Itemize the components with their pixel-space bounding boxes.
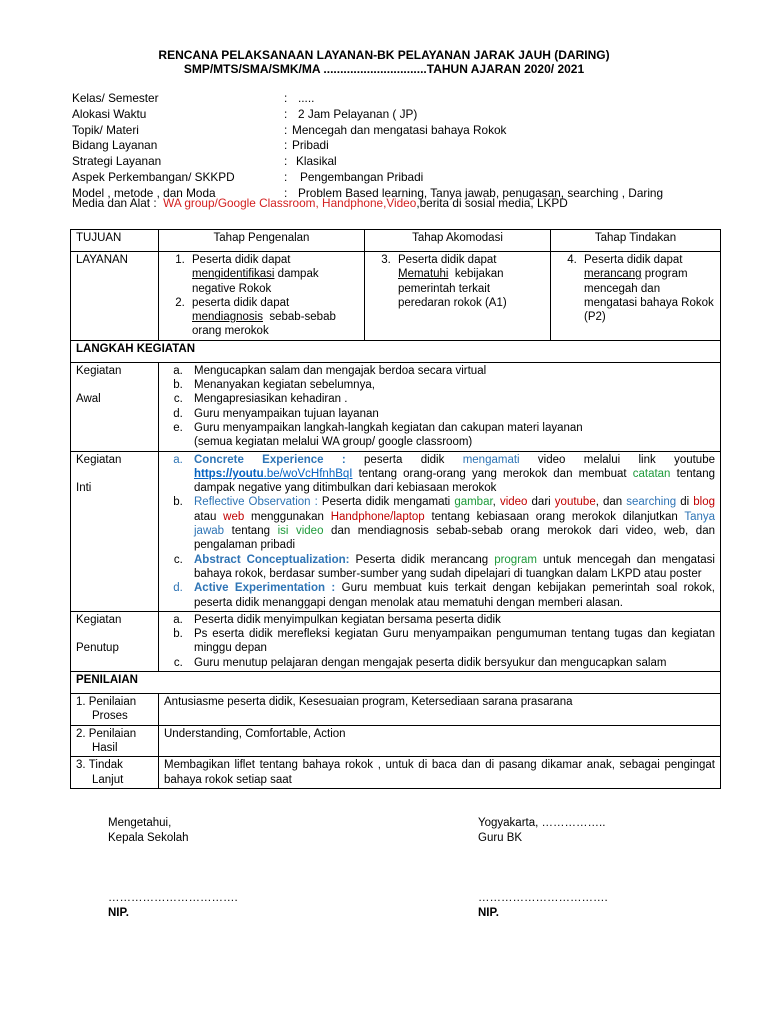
stage-header-tindakan: Tahap Tindakan xyxy=(551,230,721,252)
list-item: c. Guru menutup pelajaran dengan mengajak peserta didik bersyukur dan mengucapkan salam xyxy=(186,656,715,670)
eval-text: Understanding, Comfortable, Action xyxy=(159,725,721,757)
sig-role: Kepala Sekolah xyxy=(108,831,189,844)
awal-list xyxy=(164,364,715,450)
list-item: a. Peserta didik menyimpulkan kegiatan bersama peserta didik xyxy=(186,613,715,627)
info-value: 2 Jam Pelayanan ( JP) xyxy=(298,106,418,121)
list-item: 1. Peserta didik dapat mengidentifikasi dampak negative Rokok xyxy=(188,253,359,296)
akomodasi-list xyxy=(370,253,545,310)
list-item: c. Abstract Conceptualization: Peserta didik merancang program untuk mencegah dan mengatasi bahaya rokok, berdasar sumber-sumber yang sudah dipelajari di tuangkan dalam LKPD atau poster xyxy=(186,553,715,582)
stage-header-pengenalan: Tahap Pengenalan xyxy=(159,230,365,252)
info-row-aspek xyxy=(72,170,722,186)
kegiatan-penutup-cell xyxy=(159,611,721,671)
sig-place-date: Yogyakarta, …………….. xyxy=(478,817,606,829)
list-item: 2. peserta didik dapat mendiagnosis sebab-sebab orang merokok xyxy=(188,296,359,339)
info-row-alokasi xyxy=(72,107,722,123)
akomodasi-cell xyxy=(365,252,551,341)
info-block xyxy=(72,91,722,202)
plan-table xyxy=(70,229,721,789)
tindakan-cell xyxy=(551,252,721,341)
langkah-kegiatan-header: LANGKAH KEGIATAN xyxy=(71,340,721,362)
media-highlight: WA group/Google Classroom, Handphone,Video xyxy=(163,196,417,210)
info-row-bidang xyxy=(72,138,722,154)
youtube-link[interactable]: https://youtu.be/woVcHfnhBqI xyxy=(194,467,353,480)
info-row-media xyxy=(72,196,568,210)
info-colon: : xyxy=(284,154,288,169)
signature-left xyxy=(108,816,189,845)
info-colon: : xyxy=(284,106,288,121)
list-item: e. Guru menyampaikan langkah-langkah kegiatan dan cakupan materi layanan (semua kegiatan melalui WA group/ google classroom) xyxy=(186,421,715,450)
info-value: Pengembangan Pribadi xyxy=(300,169,424,184)
info-value: ..... xyxy=(298,91,315,105)
document-title-line-1: RENCANA PELAKSANAAN LAYANAN-BK PELAYANAN JARAK JAUH (DARING) xyxy=(158,48,610,62)
sig-role: Guru BK xyxy=(478,831,523,844)
list-item: a. Concrete Experience : peserta didik mengamati video melalui link youtube https://youtu.be/woVcHfnhBqI tentang orang-orang yang merokok dan membuat catatan tentang dampak negative yang ditimbulkan dari kebiasaan merokok xyxy=(186,453,715,496)
info-value: Pribadi xyxy=(292,138,329,153)
sig-dots: ……………………………. xyxy=(478,892,608,904)
eval-label: 1. Penilaian Proses xyxy=(71,694,159,726)
inti-list xyxy=(164,453,715,610)
eval-label: 2. Penilaian Hasil xyxy=(71,725,159,757)
list-item: 3. Peserta didik dapat Mematuhi kebijakan pemerintah terkait peredaran rokok (A1) xyxy=(394,253,545,310)
list-item: d. Guru menyampaikan tujuan layanan xyxy=(186,407,715,421)
info-colon: : xyxy=(284,169,288,184)
sig-nip: NIP. xyxy=(108,906,129,919)
list-item: b. Reflective Observation : Peserta didik mengamati gambar, video dari youtube, dan searching di blog atau web menggunakan Handphone/laptop tentang kebiasaan orang merokok dilanjutkan Tanya jawab tentang isi video dan mendiagnosis sebab-sebab orang merokok dari video, web, dan pengalaman pribadi xyxy=(186,495,715,552)
info-label: Kelas/ Semester xyxy=(72,91,159,105)
pengenalan-cell xyxy=(159,252,365,341)
info-row-strategi xyxy=(72,154,722,170)
eval-text: Antusiasme peserta didik, Kesesuaian program, Ketersediaan sarana prasarana xyxy=(159,694,721,726)
info-value: Mencegah dan mengatasi bahaya Rokok xyxy=(292,122,507,137)
info-label: Media dan Alat : xyxy=(72,196,157,210)
eval-text: Membagikan liflet tentang bahaya rokok , untuk di baca dan di pasang dikamar anak, sebagai pengingat bahaya rokok setiap saat xyxy=(159,757,721,789)
tindakan-list xyxy=(556,253,715,324)
sig-nip: NIP. xyxy=(478,906,499,919)
sig-caption: Mengetahui, xyxy=(108,817,172,829)
list-item: d. Active Experimentation : Guru membuat kuis terkait dengan kebijakan pemerintah soal rokok, peserta didik menanggapi dengan menolak atau mematuhi dengan memberi alasan. xyxy=(186,581,715,610)
kegiatan-penutup-label: Kegiatan Penutup xyxy=(71,611,159,671)
info-colon: : xyxy=(284,138,288,153)
info-label: Topik/ Materi xyxy=(72,122,139,137)
kegiatan-awal-cell xyxy=(159,362,721,451)
list-item: a. Mengucapkan salam dan mengajak berdoa secara virtual xyxy=(186,364,715,378)
info-label: Bidang Layanan xyxy=(72,138,158,153)
layanan-label: LAYANAN xyxy=(71,252,159,341)
media-rest: ,berita di sosial media, LKPD xyxy=(416,196,568,210)
info-row-kelas xyxy=(72,91,722,107)
list-item: b. Menanyakan kegiatan sebelumnya, xyxy=(186,378,715,392)
signature-right xyxy=(478,816,605,845)
list-item: b. Ps eserta didik merefleksi kegiatan Guru menyampaikan pengumuman tentang tugas dan kegiatan minggu depan xyxy=(186,627,715,656)
info-value: Problem Based learning, Tanya jawab, penugasan, searching , Daring xyxy=(298,185,664,200)
penutup-list xyxy=(164,613,715,670)
pengenalan-list xyxy=(164,253,359,339)
list-item: 4. Peserta didik dapat merancang program mencegah dan mengatasi bahaya Rokok (P2) xyxy=(580,253,715,324)
document-title-line-2: SMP/MTS/SMA/SMK/MA ...............................TAHUN AJARAN 2020/ 2021 xyxy=(183,62,585,76)
stage-header-akomodasi: Tahap Akomodasi xyxy=(365,230,551,252)
info-label: Aspek Perkembangan/ SKKPD xyxy=(72,169,235,184)
info-label: Alokasi Waktu xyxy=(72,106,147,121)
sig-dots: ……………………………. xyxy=(108,892,238,904)
kegiatan-inti-label: Kegiatan Inti xyxy=(71,451,159,611)
info-label: Strategi Layanan xyxy=(72,154,162,169)
list-item: c. Mengapresiasikan kehadiran . xyxy=(186,392,715,406)
info-colon: : xyxy=(284,185,288,200)
kegiatan-awal-label: Kegiatan Awal xyxy=(71,362,159,451)
info-colon: : xyxy=(284,91,288,105)
kegiatan-inti-cell xyxy=(159,451,721,611)
tujuan-header: TUJUAN xyxy=(71,230,159,252)
info-colon: : xyxy=(284,122,288,137)
info-value: Klasikal xyxy=(296,154,337,169)
penilaian-header: PENILAIAN xyxy=(71,672,721,694)
eval-label: 3. Tindak Lanjut xyxy=(71,757,159,789)
signature-right-footer xyxy=(478,891,608,920)
info-row-topik xyxy=(72,123,722,139)
info-label: Model , metode , dan Moda xyxy=(72,185,216,200)
signature-left-footer xyxy=(108,891,238,920)
